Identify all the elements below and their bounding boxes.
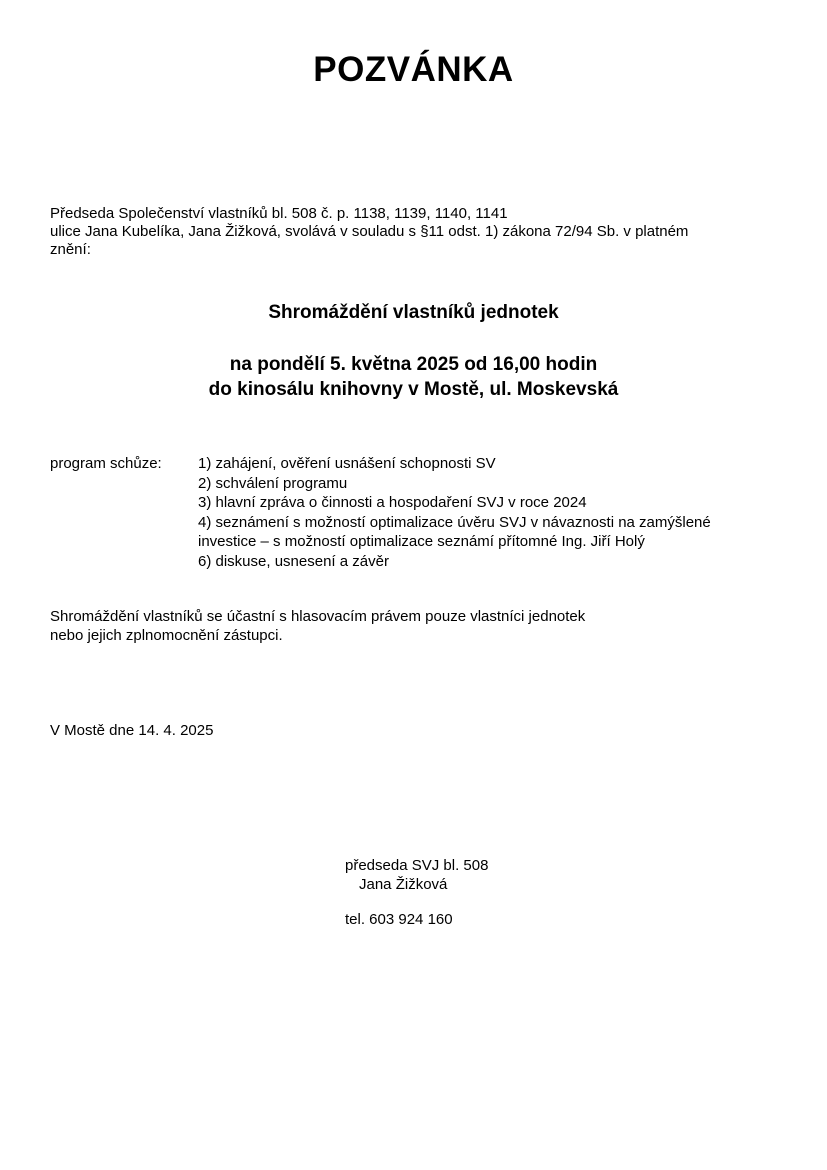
signature-block — [345, 856, 488, 894]
intro-line: ulice Jana Kubelíka, Jana Žižková, svolává v souladu s §11 odst. 1) zákona 72/94 Sb. v platném — [50, 223, 689, 240]
place-date: V Mostě dne 14. 4. 2025 — [50, 722, 214, 739]
meeting-date: na pondělí 5. května 2025 od 16,00 hodin — [229, 354, 598, 375]
program-item: 2) schválení programu — [198, 474, 348, 492]
meeting-place: do kinosálu knihovny v Mostě, ul. Moskevská — [208, 379, 619, 400]
notice-line: Shromáždění vlastníků se účastní s hlasovacím právem pouze vlastníci jednotek — [50, 608, 586, 625]
program-list — [198, 454, 798, 571]
signature-role: předseda SVJ bl. 508 — [345, 857, 489, 874]
program-item: 1) zahájení, ověření usnášení schopnosti SV — [198, 455, 496, 472]
program-item: 6) diskuse, usnesení a závěr — [198, 552, 389, 570]
program-item: investice – s možností optimalizace seznámí přítomné Ing. Jiří Holý — [198, 533, 645, 550]
signature-name: Jana Žižková — [359, 876, 448, 893]
intro-line: znění: — [50, 241, 91, 258]
voting-notice — [50, 607, 780, 645]
meeting-heading: Shromáždění vlastníků jednotek — [268, 302, 559, 323]
intro-paragraph — [50, 205, 780, 259]
program-item: 4) seznámení s možností optimalizace úvěru SVJ v návaznosti na zamýšlené — [198, 513, 711, 531]
notice-line: nebo jejich zplnomocnění zástupci. — [50, 627, 283, 644]
document-title: POZVÁNKA — [313, 50, 514, 89]
phone-number: tel. 603 924 160 — [345, 911, 453, 928]
program-label: program schůze: — [50, 455, 162, 472]
program-item: 3) hlavní zpráva o činnosti a hospodaření SVJ v roce 2024 — [198, 494, 587, 511]
intro-line: Předseda Společenství vlastníků bl. 508 č. p. 1138, 1139, 1140, 1141 — [50, 205, 508, 222]
